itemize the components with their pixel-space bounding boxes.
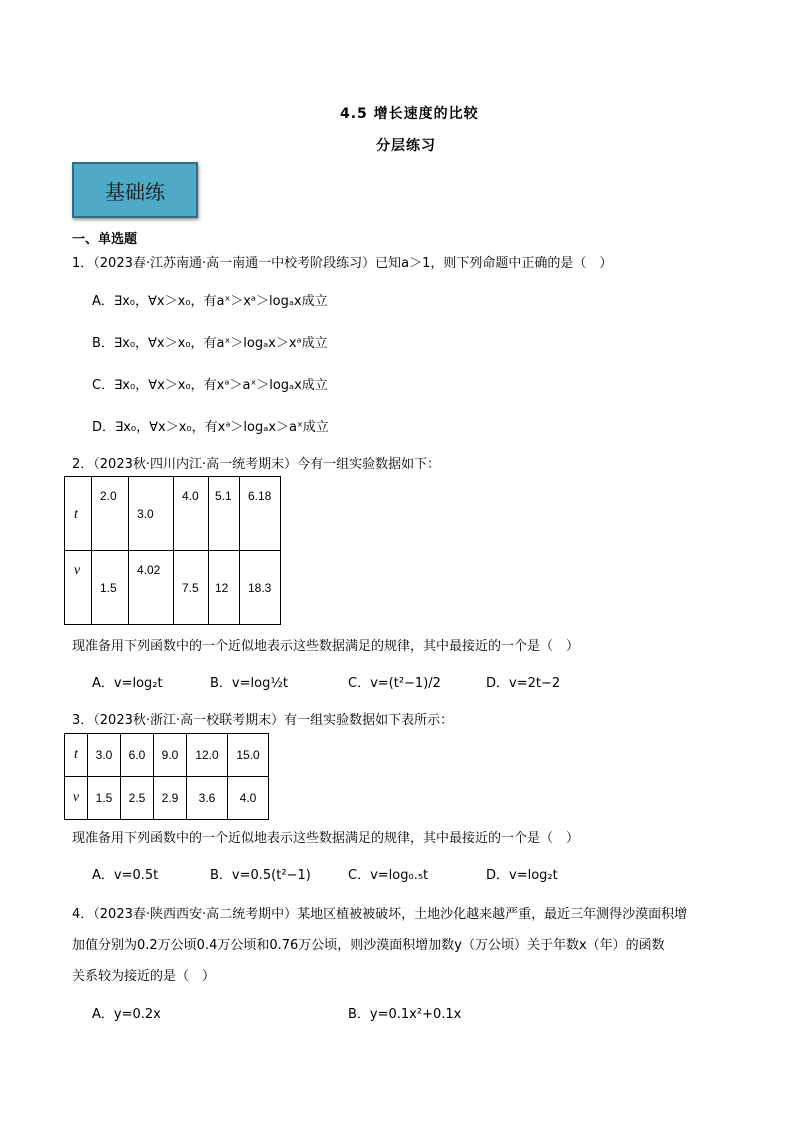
- table-cell: 2.5: [121, 777, 154, 820]
- q2-option-c: C．v=(t²−1)/2: [348, 676, 441, 691]
- q2-option-d: D．v=2t−2: [486, 676, 561, 691]
- table-cell: 15.0: [228, 734, 269, 777]
- page-subtitle: 分层练习: [376, 138, 436, 154]
- table-cell: 2.9: [154, 777, 187, 820]
- table-cell: v: [65, 777, 88, 820]
- table-cell: 7.5: [174, 551, 209, 625]
- table-cell: 1.5: [92, 551, 129, 625]
- table-row: [65, 734, 269, 777]
- q2-option-b: B．v=log½t: [210, 676, 289, 691]
- table-cell: 3.0: [129, 477, 174, 551]
- table-cell: t: [65, 734, 88, 777]
- table-cell: 12: [209, 551, 240, 625]
- section-heading: 一、单选题: [72, 232, 138, 247]
- table-cell: 18.3: [240, 551, 281, 625]
- table-cell: 5.1: [209, 477, 240, 551]
- question-3-stem: 3．（2023秋·浙江·高一校联考期末）有一组实验数据如下表所示：: [72, 713, 454, 728]
- table-cell: 2.0: [92, 477, 129, 551]
- table-row: [65, 551, 281, 625]
- table-cell: 4.0: [228, 777, 269, 820]
- q2-data-table: [64, 476, 281, 625]
- question-2-stem: 2．（2023秋·四川内江·高一统考期末）今有一组实验数据如下：: [72, 457, 441, 472]
- table-cell: 4.02: [129, 551, 174, 625]
- table-cell: 3.6: [187, 777, 228, 820]
- table-cell: 1.5: [88, 777, 121, 820]
- q3-option-a: A．v=0.5t: [92, 868, 159, 883]
- q2-option-a: A．v=log₂t: [92, 676, 163, 691]
- question-4-line-1: 4．（2023春·陕西西安·高二统考期中）某地区植被被破坏，土地沙化越来越严重，最近三年测得沙漠面积增: [72, 907, 688, 922]
- table-row: [65, 477, 281, 551]
- q4-option-b: B．y=0.1x²+0.1x: [348, 1007, 462, 1022]
- question-4-line-3: 关系较为接近的是（ ）: [72, 969, 216, 984]
- q4-option-a: A．y=0.2x: [92, 1007, 161, 1022]
- table-cell: 4.0: [174, 477, 209, 551]
- table-cell: 6.18: [240, 477, 281, 551]
- q2-prompt: 现准备用下列函数中的一个近似地表示这些数据满足的规律，其中最接近的一个是（ ）: [72, 639, 580, 654]
- q1-option-a: A．∃x₀，∀x＞x₀，有aˣ＞xᵃ＞logₐx成立: [92, 294, 328, 309]
- question-4-line-2: 加值分别为0.2万公顷0.4万公顷和0.76万公顷，则沙漠面积增加数y（万公顷）关于年数x（年）的函数: [72, 938, 665, 953]
- q3-option-b: B．v=0.5(t²−1): [210, 868, 311, 883]
- q3-option-d: D．v=log₂t: [486, 868, 558, 883]
- page-title: 4.5 增长速度的比较: [340, 106, 479, 122]
- q3-prompt: 现准备用下列函数中的一个近似地表示这些数据满足的规律，其中最接近的一个是（ ）: [72, 831, 580, 846]
- section-badge-label: 基础练: [105, 179, 165, 204]
- table-cell: 3.0: [88, 734, 121, 777]
- q3-option-c: C．v=log₀.₅t: [348, 868, 429, 883]
- table-cell: 9.0: [154, 734, 187, 777]
- question-1-stem: 1．（2023春·江苏南通·高一南通一中校考阶段练习）已知a＞1，则下列命题中正确的是（ ）: [72, 256, 613, 271]
- q1-option-c: C．∃x₀，∀x＞x₀，有xᵃ＞aˣ＞logₐx成立: [92, 378, 328, 393]
- table-cell: 12.0: [187, 734, 228, 777]
- q3-data-table: [64, 733, 269, 820]
- table-cell: 6.0: [121, 734, 154, 777]
- table-row: [65, 777, 269, 820]
- table-cell: t: [65, 477, 92, 551]
- section-badge: [72, 162, 198, 218]
- q1-option-b: B．∃x₀，∀x＞x₀，有aˣ＞logₐx＞xᵃ成立: [92, 336, 328, 351]
- table-cell: v: [65, 551, 92, 625]
- q1-option-d: D．∃x₀，∀x＞x₀，有xᵃ＞logₐx＞aˣ成立: [92, 420, 329, 435]
